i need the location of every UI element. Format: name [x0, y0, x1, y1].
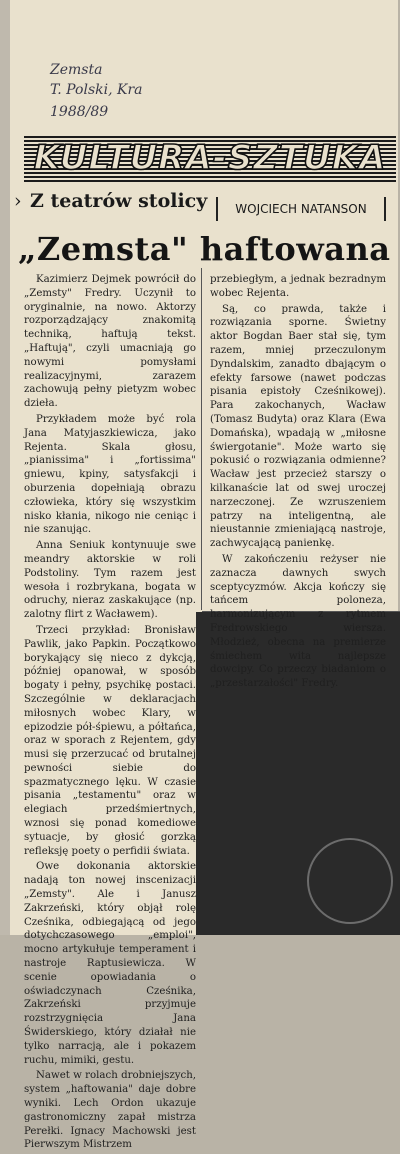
handwritten-note-title: Zemsta — [50, 62, 103, 78]
article-column-left — [24, 273, 196, 1154]
paragraph: Są, co prawda, także i rozwiązania sporne. Świetny aktor Bogdan Baer stał się, tym razem, mniej przeczulonym Dyndalskim, zanadto dbającym o efekty farsowe (nawet podczas pisania epistoły Cześnikowej). Para zakochanych, Wacław (Tomasz Budyta) oraz Klara (Ewa Domańska), wpadają w „miłosne świergotanie". Może warto się pokusić o rozwiązania odmienne? Wacław jest przecież starszy o kilkanaście lat od swej uroczej narzeczonej. Ze wzruszeniem patrzy na inteligentną, ale nieustannie zmieniającą nastroje, zachwycającą panienkę. — [210, 303, 386, 550]
paragraph: Nawet w rolach drobniejszych, system „haftowania" daje dobre wyniki. Lech Ordon ukazuje gastronomiczny zapał mistrza Perełki. Ignacy Machowski jest Pierwszym Mistrzem — [24, 1070, 196, 1151]
paragraph: Owe dokonania aktorskie nadają ton nowej inscenizacji „Zemsty". Ale i Janusz Zakrzeński, który objął rolę Cześnika, odbiegającą od jego dotychczasowego „emploi", mocno artykułuje temperament i nastroje Raptusiewicza. W scenie opowiadania o oświadczynach Cześnika, Zakrzeński przyjmuje rozstrzygnięcia Jana Świderskiego, który działał nie tylko narracją, ale i pokazem ruchu, mimiki, gestu. — [24, 861, 196, 1066]
author-byline: WOJCIECH NATANSON — [216, 197, 386, 221]
paragraph: Anna Seniuk kontynuuje swe meandry aktorskie w roli Podstoliny. Tym razem jest wesoła i rozbrykana, bogata w odruchy, nieraz zaskakujące (np. zalotny flirt z Wacławem). — [24, 540, 196, 621]
article-headline: „Zemsta" haftowana — [18, 230, 391, 268]
handwritten-note-season: 1988/89 — [50, 104, 109, 120]
paragraph: W zakończeniu reżyser nie zaznacza dawnych swych sceptycyzmów. Akcja kończy się tańcem poloneza, harmonizującym z rytmem Fredrowskiego wiersza. Młodzież, obecna na premierze śmiechem wita najlepsze dowcipy. Co przeczy biadaniom o „przestarzałości" Fredry. — [210, 553, 386, 690]
paragraph: przebiegłym, a jednak bezradnym wobec Rejenta. — [210, 274, 386, 299]
handwritten-note-theatre: T. Polski, Kra — [50, 82, 143, 98]
column-divider — [201, 268, 202, 610]
paragraph: Przykładem może być rola Jana Matyjaszkiewicza, jako Rejenta. Skala głosu, „pianissima" i „fortissima" gniewu, kpiny, satysfakcji i oburzenia dopełniają obrazu człowieka, który się wszystkim nisko kłania, nikogo nie ceniąc i nie szanując. — [24, 413, 196, 536]
paragraph: Trzeci przykład: Bronisław Pawlik, jako Papkin. Początkowo borykający się nieco z dykcją, później opanował, w sposób bogaty i pełny, psychikę postaci. Szczególnie w deklaracjach miłosnych wobec Klary, w epizodzie pół-śpiewu, a półtańca, oraz w sporach z Rejentem, gdy musi się przerzucać od brutalnej pewności siebie do spazmatycznego lęku. W czasie pisania „testamentu" oraz w elegiach przedśmiertnych, wznosi się ponad komediowe sytuacje, by głosić gorzką refleksję poety o perfidii świata. — [24, 624, 196, 857]
background-edge — [0, 0, 10, 935]
section-title: Z teatrów stolicy — [30, 190, 208, 212]
article-column-right — [210, 273, 386, 693]
section-marker-icon: › — [14, 190, 22, 212]
paragraph: Kazimierz Dejmek powrócił do „Zemsty" Fredry. Uczynił to oryginalnie, na nowo. Aktorzy rozporządzający znakomitą techniką, haftują tekst. „Haftują", czyli umacniają go nowymi pomysłami realizacyjnymi, zarazem zachowują pełny pietyzm wobec dzieła. — [24, 274, 196, 410]
library-stamp — [307, 838, 393, 924]
section-banner: KULTURA-SZTUKA — [33, 138, 387, 178]
